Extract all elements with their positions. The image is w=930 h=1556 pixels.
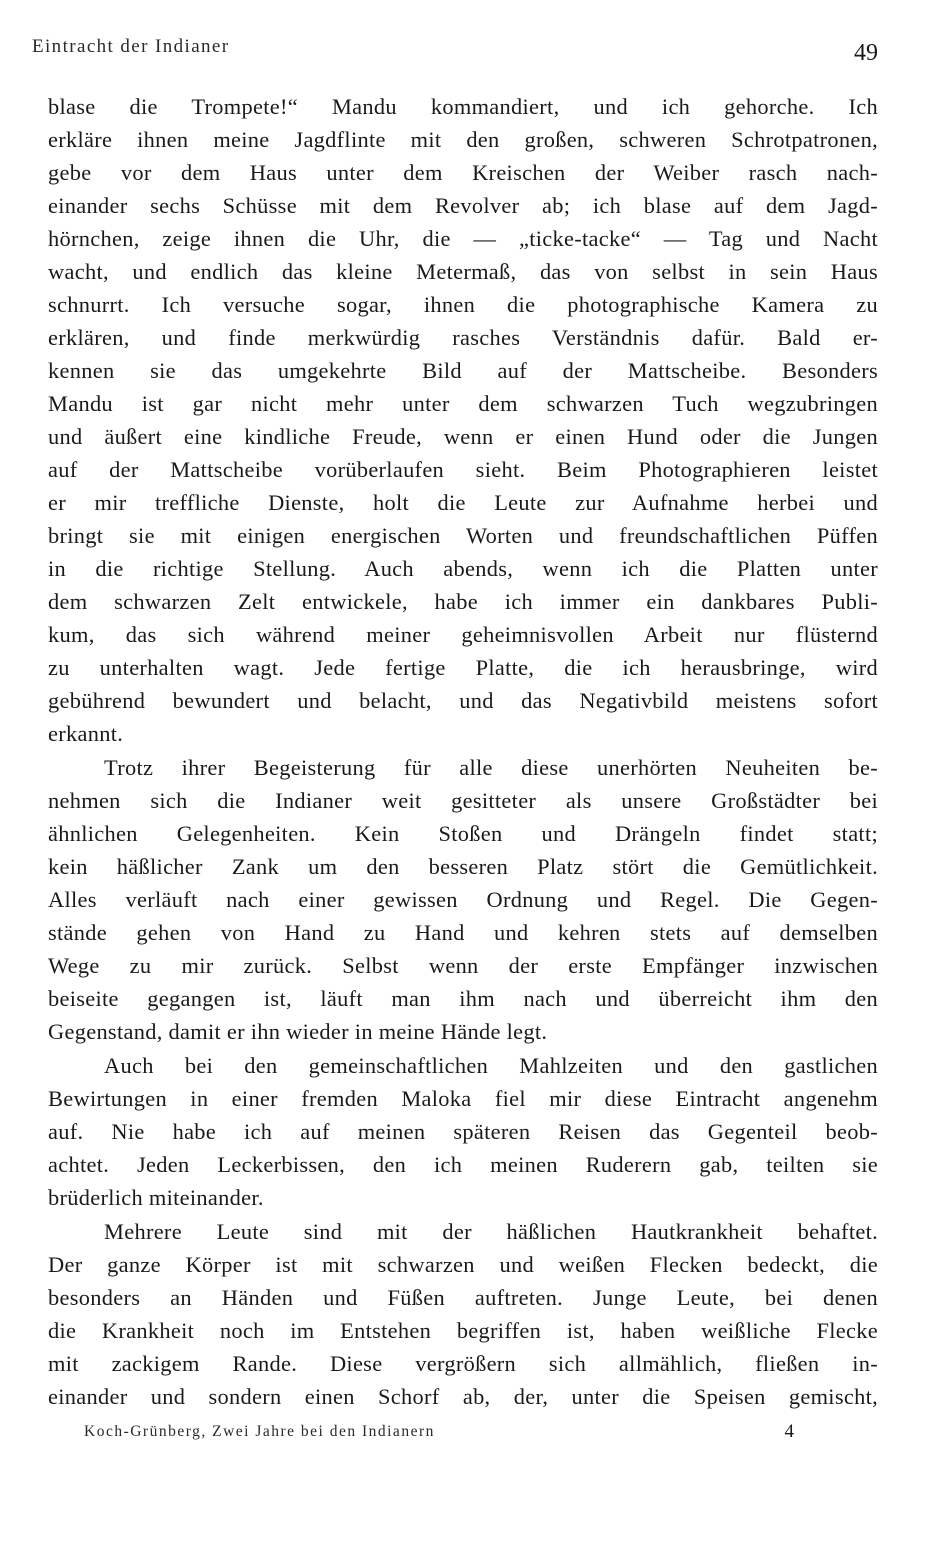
paragraph-2 (48, 751, 878, 1048)
text-line: beiseite gegangen ist, läuft man ihm nach und überreicht ihm den (48, 986, 878, 1011)
text-line: brüderlich miteinander. (48, 1185, 264, 1210)
text-line: bringt sie mit einigen energischen Worten und freundschaftlichen Püffen (48, 523, 878, 548)
text-line: kennen sie das umgekehrte Bild auf der Mattscheibe. Besonders (48, 358, 878, 383)
page-footer (84, 1423, 794, 1449)
text-line: dem schwarzen Zelt entwickele, habe ich immer ein dankbares Publi- (48, 589, 878, 614)
text-line: stände gehen von Hand zu Hand und kehren stets auf demselben (48, 920, 878, 945)
running-header (32, 36, 878, 68)
text-line: erklären, und finde merkwürdig rasches Verständnis dafür. Bald er- (48, 325, 878, 350)
text-line: einander und sondern einen Schorf ab, der, unter die Speisen gemischt, (48, 1384, 878, 1409)
text-line: gebührend bewundert und belacht, und das Negativbild meistens sofort (48, 688, 878, 713)
text-line: blase die Trompete!“ Mandu kommandiert, und ich gehorche. Ich (48, 94, 878, 119)
text-line: erkläre ihnen meine Jagdflinte mit den großen, schweren Schrotpatronen, (48, 127, 878, 152)
text-line: ähnlichen Gelegenheiten. Kein Stoßen und Drängeln findet statt; (48, 821, 878, 846)
text-line: auf der Mattscheibe vorüberlaufen sieht. Beim Photographieren leistet (48, 457, 878, 482)
paragraph-4 (48, 1215, 878, 1413)
body-text (48, 90, 878, 1414)
text-line: Wege zu mir zurück. Selbst wenn der erste Empfänger inzwischen (48, 953, 878, 978)
page-number: 49 (854, 40, 878, 66)
text-line: schnurrt. Ich versuche sogar, ihnen die photographische Kamera zu (48, 292, 878, 317)
text-line: erkannt. (48, 721, 124, 746)
text-line: nehmen sich die Indianer weit gesitteter als unsere Großstädter bei (48, 788, 878, 813)
signature-mark: 4 (784, 1421, 794, 1442)
text-line: achtet. Jeden Leckerbissen, den ich meinen Ruderern gab, teilten sie (48, 1152, 878, 1177)
running-title: Eintracht der Indianer (32, 36, 230, 57)
text-line: Trotz ihrer Begeisterung für alle diese unerhörten Neuheiten be- (104, 755, 878, 780)
text-line: in die richtige Stellung. Auch abends, wenn ich die Platten unter (48, 556, 878, 581)
paragraph-1 (48, 90, 878, 750)
footer-citation: Koch-Grünberg, Zwei Jahre bei den Indianern (84, 1423, 435, 1440)
text-line: Bewirtungen in einer fremden Maloka fiel mir diese Eintracht angenehm (48, 1086, 878, 1111)
text-line: Alles verläuft nach einer gewissen Ordnung und Regel. Die Gegen- (48, 887, 878, 912)
text-line: die Krankheit noch im Entstehen begriffen ist, haben weißliche Flecke (48, 1318, 878, 1343)
text-line: Auch bei den gemeinschaftlichen Mahlzeiten und den gastlichen (104, 1053, 878, 1078)
text-line: Der ganze Körper ist mit schwarzen und weißen Flecken bedeckt, die (48, 1252, 878, 1277)
text-line: einander sechs Schüsse mit dem Revolver ab; ich blase auf dem Jagd- (48, 193, 878, 218)
text-line: kum, das sich während meiner geheimnisvollen Arbeit nur flüsternd (48, 622, 878, 647)
paragraph-3 (48, 1049, 878, 1214)
text-line: kein häßlicher Zank um den besseren Platz stört die Gemütlichkeit. (48, 854, 878, 879)
text-line: wacht, und endlich das kleine Metermaß, das von selbst in sein Haus (48, 259, 878, 284)
text-line: mit zackigem Rande. Diese vergrößern sich allmählich, fließen in- (48, 1351, 878, 1376)
text-line: gebe vor dem Haus unter dem Kreischen der Weiber rasch nach- (48, 160, 878, 185)
text-line: er mir treffliche Dienste, holt die Leute zur Aufnahme herbei und (48, 490, 878, 515)
text-line: zu unterhalten wagt. Jede fertige Platte, die ich herausbringe, wird (48, 655, 878, 680)
text-line: hörnchen, zeige ihnen die Uhr, die — „ticke-tacke“ — Tag und Nacht (48, 226, 878, 251)
text-line: Mehrere Leute sind mit der häßlichen Hautkrankheit behaftet. (104, 1219, 878, 1244)
text-line: Gegenstand, damit er ihn wieder in meine Hände legt. (48, 1019, 548, 1044)
text-line: und äußert eine kindliche Freude, wenn er einen Hund oder die Jungen (48, 424, 878, 449)
text-line: auf. Nie habe ich auf meinen späteren Reisen das Gegenteil beob- (48, 1119, 878, 1144)
text-line: besonders an Händen und Füßen auftreten. Junge Leute, bei denen (48, 1285, 878, 1310)
text-line: Mandu ist gar nicht mehr unter dem schwarzen Tuch wegzubringen (48, 391, 878, 416)
